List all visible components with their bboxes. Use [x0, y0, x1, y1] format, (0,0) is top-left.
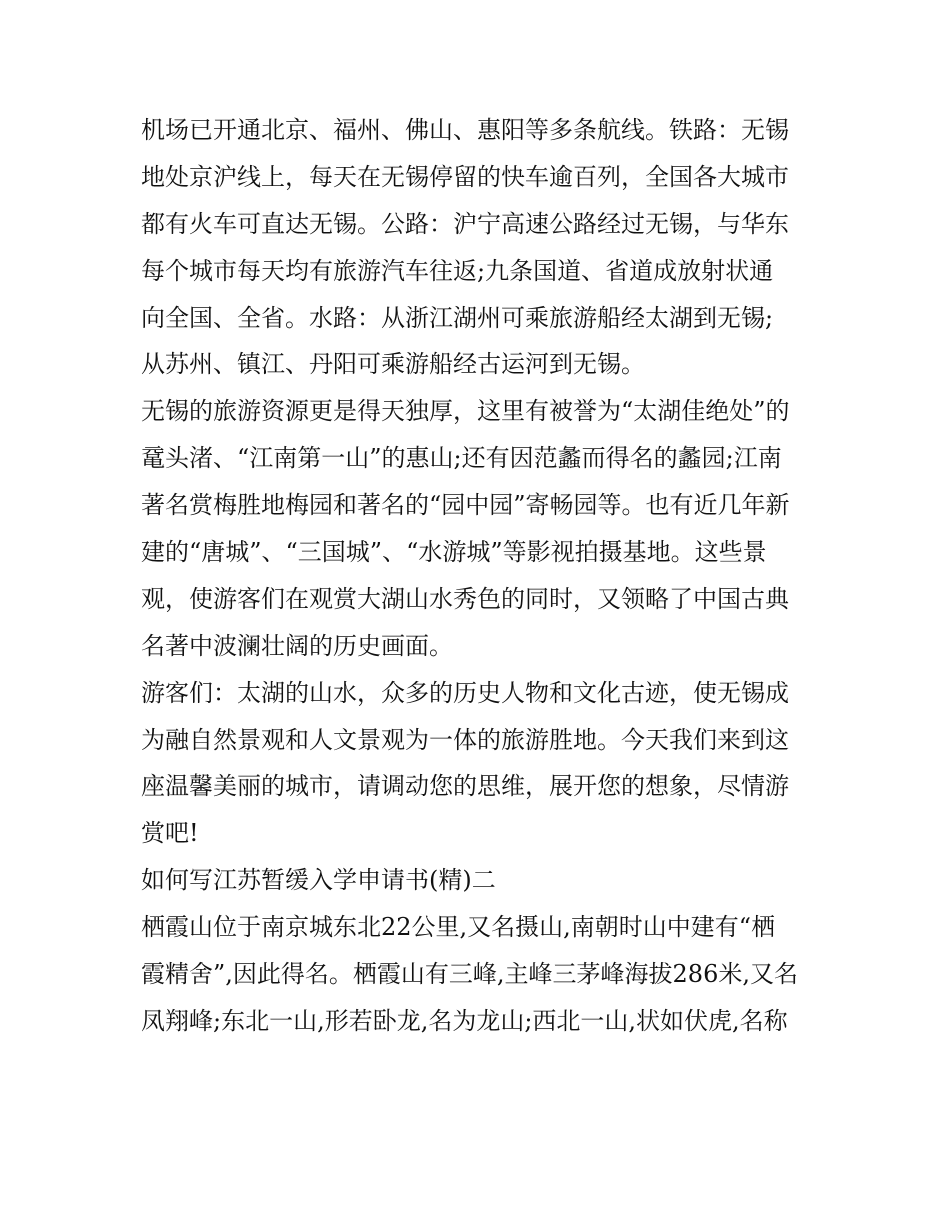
text-line: 著名赏梅胜地梅园和著名的“园中园”寄畅园等。也有近几年新: [141, 491, 790, 520]
text-line: 鼋头渚、“江南第一山”的惠山;还有因范蠡而得名的蠡园;江南: [141, 444, 782, 473]
text-line: 从苏州、镇江、丹阳可乘游船经古运河到无锡。: [141, 350, 645, 379]
text-line: 机场已开通北京、福州、佛山、惠阳等多条航线。铁路：无锡: [141, 116, 789, 144]
text-line: 赏吧!: [141, 819, 199, 848]
text-line: 座温馨美丽的城市，请调动您的思维，展开您的想象，尽情游: [141, 772, 789, 801]
text-line: 凤翔峰;东北一山,形若卧龙,名为龙山;西北一山,状如伏虎,名称: [141, 1006, 788, 1035]
text-line: 每个城市每天均有旅游汽车往返;九条国道、省道成放射状通: [141, 256, 774, 285]
text-line: 为融自然景观和人文景观为一体的旅游胜地。今天我们来到这: [141, 725, 789, 754]
section-heading: 如何写江苏暂缓入学申请书(精)二: [141, 866, 496, 895]
text-line: 向全国、全省。水路：从浙江湖州可乘旅游船经太湖到无锡;: [141, 303, 774, 332]
text-line: 名著中波澜壮阔的历史画面。: [141, 631, 453, 660]
text-line: 霞精舍”,因此得名。栖霞山有三峰,主峰三茅峰海拔286米,又名: [141, 960, 798, 989]
text-line: 游客们：太湖的山水，众多的历史人物和文化古迹，使无锡成: [141, 678, 789, 707]
text-line: 地处京沪线上，每天在无锡停留的快车逾百列，全国各大城市: [141, 162, 789, 191]
text-line: 都有火车可直达无锡。公路：沪宁高速公路经过无锡，与华东: [141, 209, 789, 238]
text-line: 观，使游客们在观赏大湖山水秀色的同时，又领略了中国古典: [141, 584, 789, 613]
document-body: [141, 107, 816, 1045]
text-line: 无锡的旅游资源更是得天独厚，这里有被誉为“太湖佳绝处”的: [141, 397, 790, 426]
text-line: 建的“唐城”、“三国城”、“水游城”等影视拍摄基地。这些景: [141, 538, 767, 567]
text-line: 栖霞山位于南京城东北22公里,又名摄山,南朝时山中建有“栖: [141, 913, 776, 942]
